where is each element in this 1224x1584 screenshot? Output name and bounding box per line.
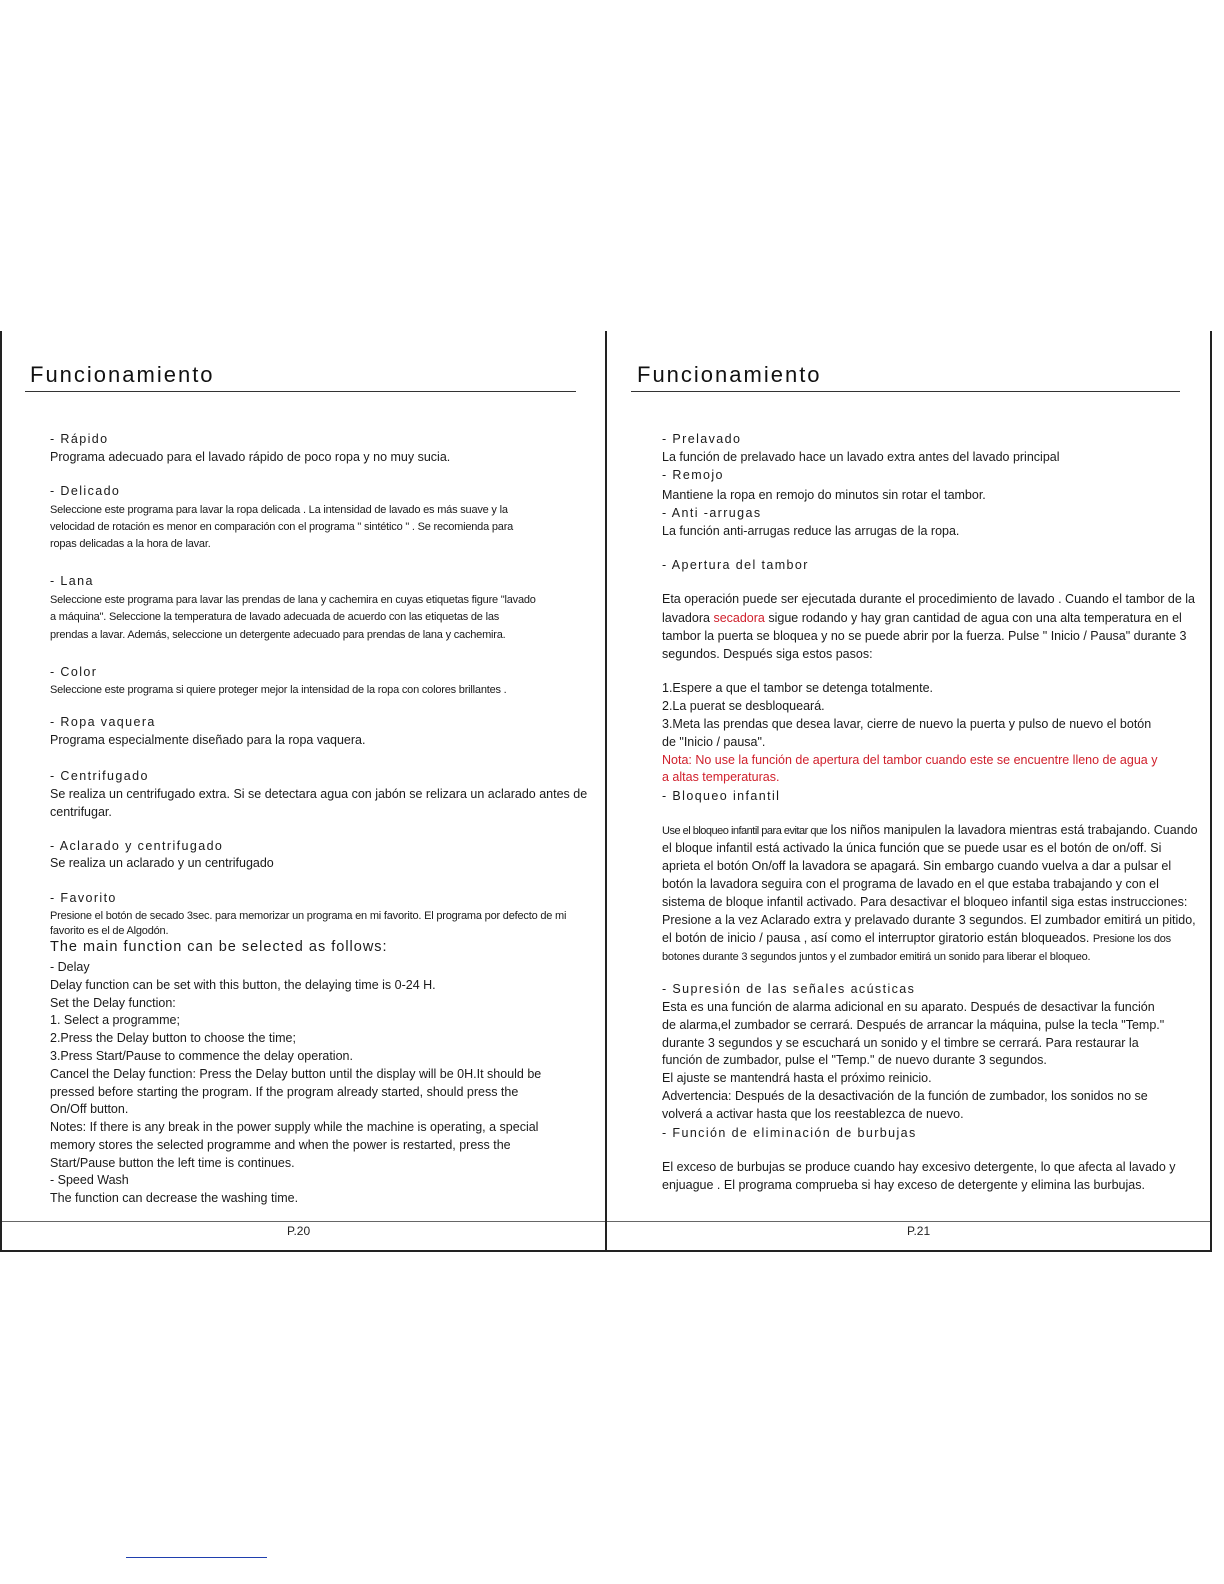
text-line: velocidad de rotación es menor en comparación con el programa " sintético " . Se recomienda para [50,521,514,533]
warning-note: a altas temperaturas. [662,770,780,784]
text-line: On/Off button. [50,1102,129,1116]
text-span: lavadora [662,611,714,625]
text-line: a máquina". Seleccione la temperatura de lavado adecuada de acuerdo con las etiquetas de las [50,611,500,623]
link-underline [126,1557,267,1558]
text-line: función de zumbador, pulse el "Temp." de nuevo durante 3 segundos. [662,1053,1047,1067]
text-line [662,609,1182,627]
text-line: tambor la puerta se bloquea y no se puede abrir por la fuerza. Pulse " Inicio / Pausa" durante 3 [662,629,1187,643]
page-number: P.20 [287,1224,311,1238]
right-border [1210,331,1212,1250]
text-line: 2.Press the Delay button to choose the time; [50,1031,296,1045]
heading-favorito: - Favorito [50,891,117,905]
text-line: El ajuste se mantendrá hasta el próximo reinicio. [662,1071,932,1085]
text-line: sistema de bloque infantil activado. Para desactivar el bloqueo infantil siga estas instrucciones: [662,895,1188,909]
page-title: Funcionamiento [637,362,822,387]
heading-supresion-senales: - Supresión de las señales acústicas [662,982,916,996]
text-line: Mantiene la ropa en remojo do minutos sin rotar el tambor. [662,488,986,502]
text-span: el botón de inicio / pausa , así como el interruptor giratorio están bloqueados. [662,931,1093,945]
text-line: memory stores the selected programme and when the power is restarted, press the [50,1138,511,1152]
text-line: La función de prelavado hace un lavado extra antes del lavado principal [662,450,1060,464]
text-line [662,821,1198,840]
text-line [662,929,1171,948]
title-rule [25,391,576,392]
footer-rule [2,1221,605,1222]
footer-rule [607,1221,1210,1222]
text-line: pressed before starting the program. If the program already started, should press the [50,1085,519,1099]
title-rule [631,391,1180,392]
heading-remojo: - Remojo [662,468,724,482]
heading-ropa-vaquera: - Ropa vaquera [50,715,156,729]
highlight-secadora: secadora [713,611,765,625]
text-line: Presione el botón de secado 3sec. para memorizar un programa en mi favorito. El programa por defecto de mi [50,910,567,922]
text-line: volverá a activar hasta que los reestablezca de nuevo. [662,1107,964,1121]
heading-delicado: - Delicado [50,484,121,498]
text-line: Cancel the Delay function: Press the Delay button until the display will be 0H.It should be [50,1067,542,1081]
text-span: sigue rodando y hay gran cantidad de agua con una alta temperatura en el [764,611,1182,625]
text-line: prendas a lavar. Además, seleccione un detergente adecuado para prendas de lana y cachemira. [50,629,506,641]
text-line: El exceso de burbujas se produce cuando hay excesivo detergente, lo que afecta al lavado y [662,1160,1176,1174]
heading-bloqueo-infantil: - Bloqueo infantil [662,789,781,803]
text-line: Seleccione este programa para lavar la ropa delicada . La intensidad de lavado es más suave y la [50,504,508,516]
text-line: La función anti-arrugas reduce las arrugas de la ropa. [662,524,960,538]
text-line: segundos. Después siga estos pasos: [662,647,873,661]
text-span: Use el bloqueo infantil para evitar que [662,825,828,837]
text-line: el bloque infantil está activado la única función que se puede usar es el botón de on/off. Si [662,841,1162,855]
text-line: botón la lavadora seguira con el programa de lavado en el que estaba trabajando y con el [662,877,1159,891]
text-line: Se realiza un centrifugado extra. Si se detectara agua con jabón se relizara un aclarado antes de [50,787,588,801]
heading-anti-arrugas: - Anti -arrugas [662,506,762,520]
page-left [2,331,605,1250]
text-line: Programa especialmente diseñado para la ropa vaquera. [50,733,366,747]
text-line: centrifugar. [50,805,112,819]
page-right [607,331,1210,1250]
text-line: de alarma,el zumbador se cerrará. Después de arrancar la máquina, pulse la tecla "Temp." [662,1018,1165,1032]
text-line: aprieta el botón On/off la lavadora se apagará. Sin embargo cuando vuelva a dar a pulsar el [662,859,1172,873]
text-line: Presione a la vez Aclarado extra y prelavado durante 3 segundos. El zumbador emitirá un pitido, [662,913,1196,927]
heading-rapido: - Rápido [50,432,109,446]
text-line: 3.Press Start/Pause to commence the delay operation. [50,1049,353,1063]
text-line: 3.Meta las prendas que desea lavar, cierre de nuevo la puerta y pulso de nuevo el botón [662,717,1152,731]
heading-prelavado: - Prelavado [662,432,742,446]
text-line: ropas delicadas a la hora de lavar. [50,538,211,550]
text-line: Se realiza un aclarado y un centrifugado [50,856,274,870]
text-line: 1.Espere a que el tambor se detenga totalmente. [662,681,934,695]
text-line: de "Inicio / pausa". [662,735,766,749]
text-line: durante 3 segundos y se escuchará un sonido y el timbre se cerrará. Para restaurar la [662,1036,1139,1050]
text-line: enjuague . El programa comprueba si hay exceso de detergente y elimina las burbujas. [662,1178,1145,1192]
page-number: P.21 [907,1224,931,1238]
heading-apertura-tambor: - Apertura del tambor [662,558,809,572]
text-line: Notes: If there is any break in the power supply while the machine is operating, a special [50,1120,539,1134]
text-line: Esta es una función de alarma adicional en su aparato. Después de desactivar la función [662,1000,1155,1014]
heading-lana: - Lana [50,574,94,588]
text-line: Advertencia: Después de la desactivación de la función de zumbador, los sonidos no se [662,1089,1148,1103]
warning-note: Nota: No use la función de apertura del tambor cuando este se encuentre lleno de agua y [662,753,1158,767]
heading-speed-wash: - Speed Wash [50,1173,129,1187]
text-span: los niños manipulen la lavadora mientras está trabajando. Cuando [827,823,1198,837]
text-span: Presione los dos [1092,933,1171,945]
heading-eliminacion-burbujas: - Función de eliminación de burbujas [662,1126,917,1140]
text-line: Set the Delay function: [50,996,176,1010]
page-title: Funcionamiento [30,362,215,387]
heading-centrifugado: - Centrifugado [50,769,149,783]
text-line: Start/Pause button the left time is continues. [50,1156,295,1170]
heading-color: - Color [50,665,98,679]
text-line: Seleccione este programa si quiere proteger mejor la intensidad de la ropa con colores brillantes . [50,684,507,696]
text-line: Programa adecuado para el lavado rápido de poco ropa y no muy sucia. [50,450,451,464]
text-line: Seleccione este programa para lavar las prendas de lana y cachemira en cuyas etiquetas figure "lavado [50,594,536,606]
text-line: botones durante 3 segundos juntos y el zumbador emitirá un sonido para liberar el bloqueo. [662,951,1091,963]
text-line: Delay function can be set with this button, the delaying time is 0-24 H. [50,978,436,992]
text-line: The function can decrease the washing time. [50,1191,299,1205]
text-line: 1. Select a programme; [50,1013,180,1027]
text-line: favorito es el de Algodón. [50,925,169,937]
text-line: Eta operación puede ser ejecutada durante el procedimiento de lavado . Cuando el tambor de la [662,592,1195,606]
text-line: 2.La puerat se desbloqueará. [662,699,825,713]
heading-aclarado: - Aclarado y centrifugado [50,839,224,853]
main-function-heading: The main function can be selected as follows: [50,939,388,955]
heading-delay: - Delay [50,960,90,974]
